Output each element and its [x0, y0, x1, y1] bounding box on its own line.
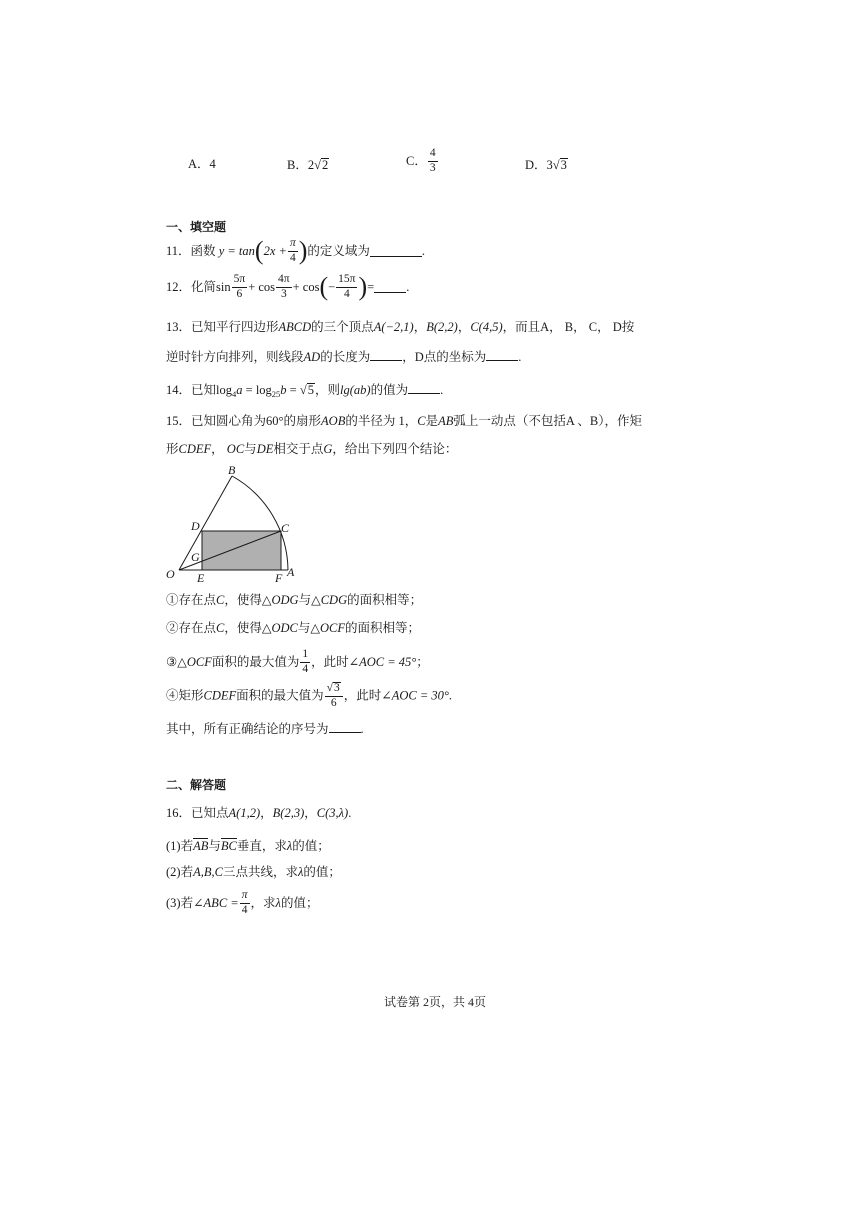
page-footer: 试卷第 2页，共 4页 — [384, 995, 487, 1009]
q12-fraction-3: $\frac{15\pi}{4}$ — [338, 273, 356, 300]
q16-part-3: (3)若∠ABC = $\frac{\pi}{4}$ ，求λ的值； — [166, 889, 319, 916]
q11-function: y = tan — [218, 243, 255, 258]
choice-d-rad: 3 — [560, 158, 567, 172]
q12-number: 12． — [166, 279, 192, 294]
q15-statement-1: ①存在点C，使得△ODG与△CDG的面积相等； — [166, 593, 423, 607]
question-13-line-2: 逆时针方向排列，则线段AD的长度为 ，D点的坐标为 . — [166, 350, 522, 364]
choice-b-rad: 2 — [321, 158, 329, 172]
rectangle-cdef — [202, 531, 281, 570]
question-14: 14．已知$\log_4a = \log_{25}b = √5$，则lg(ab)的值为 . — [166, 383, 444, 399]
choice-a-value: 4 — [209, 157, 216, 171]
q11-number: 11． — [166, 243, 191, 258]
q14-answer-blank[interactable] — [408, 383, 440, 394]
label-e: E — [197, 571, 205, 585]
choice-c-label: C． — [406, 153, 427, 168]
q12-fraction-1: $\frac{5\pi}{6}$ — [233, 273, 246, 300]
choice-b: B．2√2 — [287, 158, 329, 172]
section-heading-solutions: 二、解答题 — [166, 778, 227, 792]
q15-final: 其中，所有正确结论的序号为 . — [166, 722, 364, 736]
q15-statement-3: ③△OCF面积的最大值为 $\frac{1}{4}$ ，此时∠AOC = 45°； — [166, 648, 429, 675]
q16-p3-fraction: $\frac{\pi}{4}$ — [241, 889, 248, 916]
q16-part-1: (1)若AB与BC垂直，求λ的值； — [166, 839, 330, 853]
q16-number: 16． — [166, 806, 192, 820]
q11-answer-blank[interactable] — [370, 246, 422, 257]
q14-number: 14． — [166, 383, 192, 397]
q12-answer-blank[interactable] — [374, 282, 406, 293]
choice-c-fraction: $\frac{4}{3}$ — [429, 147, 436, 174]
q13-answer-blank-2[interactable] — [486, 350, 518, 361]
q13-number: 13． — [166, 320, 192, 334]
q16-part-2: (2)若A,B,C三点共线，求λ的值； — [166, 865, 341, 879]
question-11: 11．函数 y = tan(2x + $\frac{\pi}{4}$ )的定义域为 . — [166, 236, 426, 265]
q13-answer-blank-1[interactable] — [370, 350, 402, 361]
question-13-line-1: 13．已知平行四边形ABCD的三个顶点A(−2,1)，B(2,2)，C(4,5)，而且A， B， C， D按 — [166, 320, 635, 334]
q12-fraction-2: $\frac{4\pi}{3}$ — [278, 273, 290, 300]
choice-a — [188, 158, 216, 171]
section-heading-fill-in: 一、填空题 — [166, 220, 227, 234]
q15-number: 15． — [166, 414, 192, 428]
q11-fraction: $\frac{\pi}{4}$ — [289, 237, 296, 264]
q11-text-end: 的定义域为 — [307, 243, 370, 258]
choice-d: D．3√3 — [525, 158, 567, 172]
label-g: G — [191, 550, 200, 564]
label-o: O — [166, 567, 175, 581]
choice-a-label: A． — [188, 157, 210, 171]
label-c: C — [281, 521, 290, 535]
q15-s4-fraction: $\frac{√3}{6}$ — [325, 682, 343, 709]
label-a: A — [287, 565, 295, 579]
question-15-line-2: 形CDEF， OC与DE相交于点G，给出下列四个结论： — [166, 442, 458, 456]
q15-s3-fraction: $\frac{1}{4}$ — [302, 648, 309, 675]
label-b: B — [228, 463, 236, 477]
label-d: D — [191, 519, 200, 533]
q12-text: 化简 — [191, 279, 217, 294]
choice-c — [406, 148, 439, 174]
choice-d-coef: 3 — [546, 158, 553, 172]
question-12: 12．化简sin $\frac{5\pi}{6}$ + cos $\frac{4\pi}{3}$ + cos(− $\frac{15\pi}{4}$ )= . — [166, 272, 410, 301]
q11-text: 函数 — [190, 243, 216, 258]
question-16: 16．已知点A(1,2)，B(2,3)，C(3,λ). — [166, 806, 352, 820]
q15-statement-4: ④矩形CDEF面积的最大值为 $\frac{√3}{6}$ ，此时∠AOC = 30°. — [166, 682, 453, 709]
question-15-line-1: 15．已知圆心角为60°的扇形AOB的半径为 1，C是AB弧上一动点（不包括A 、B），作矩 — [166, 414, 642, 428]
sector-figure — [163, 462, 303, 587]
choice-d-label: D． — [525, 158, 547, 172]
q15-answer-blank[interactable] — [329, 722, 361, 733]
label-f: F — [275, 571, 283, 585]
q15-statement-2: ②存在点C，使得△ODC与△OCF的面积相等； — [166, 621, 421, 635]
choice-b-coef: 2 — [307, 158, 315, 172]
q11-inner: 2x + — [263, 243, 287, 258]
choice-b-label: B． — [287, 158, 308, 172]
